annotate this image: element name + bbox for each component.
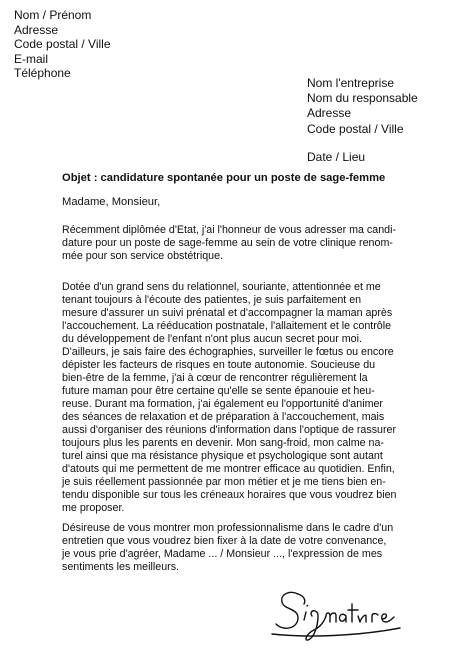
sender-email: E-mail [14,51,49,66]
sender-phone: Téléphone [14,66,71,81]
salutation: Madame, Monsieur, [62,196,161,208]
paragraph-line: mée pour son service obstétrique. [62,250,223,262]
recipient-postal-city: Code postal / Ville [307,121,404,136]
paragraph-line: je suis réellement passionnée par mon métier et je me tiens bien en- [62,476,386,488]
sender-address: Adresse [14,22,59,37]
paragraph-intro [62,224,407,263]
paragraph-line: entretien que vous voudrez bien fixer à la date de votre convenance, [62,535,387,547]
paragraph-line: sentiments les meilleurs. [62,561,180,573]
letter-subject: Objet : candidature spontanée pour un poste de sage-femme [62,172,386,184]
recipient-block [307,76,418,137]
paragraph-line: Récemment diplômée d'Etat, j'ai l'honneur de vous adresser ma candi- [62,224,397,236]
paragraph-line: du développement de l'enfant n'ont plus aucun secret pour moi. [62,333,362,345]
sender-block [14,8,111,81]
paragraph-line: dature pour un poste de sage-femme au sein de votre clinique renom- [62,237,393,249]
paragraph-line: Désireuse de vous montrer mon professionnalisme dans le cadre d'un [62,522,394,534]
paragraph-skills [62,281,407,515]
paragraph-line: des séances de relaxation et de préparation à l'accouchement, mais [62,411,385,423]
paragraph-line: je vous prie d'agréer, Madame ... / Monsieur ..., l'expression de mes [62,548,383,560]
paragraph-line: bien-être de la femme, j'ai à cœur de rencontrer régulièrement la [62,372,368,384]
paragraph-line: aussi d'organiser des réunions d'information dans l'optique de rassurer [62,424,397,436]
recipient-manager: Nom du responsable [307,91,418,106]
paragraph-line: toujours plus les parents en devenir. Mon sang-froid, mon calme na- [62,437,384,449]
paragraph-closing [62,522,407,574]
handwritten-signature [268,586,408,646]
paragraph-line: turel ainsi que ma résistance physique et psychologique sont autant [62,450,383,462]
paragraph-line: reuse. Durant ma formation, j'ai également eu l'opportunité d'animer [62,398,383,410]
sender-name: Nom / Prénom [14,8,92,22]
paragraph-line: me proposer. [62,502,125,514]
date-place: Date / Lieu [307,150,366,164]
paragraph-line: future maman pour être certaine qu'elle se sente épanouie et heu- [62,385,375,397]
paragraph-line: D'ailleurs, je sais faire des échographies, surveiller le fœtus ou encore [62,346,394,358]
paragraph-line: mesure d'assurer un suivi prénatal et d'accompagner la maman après [62,307,393,319]
paragraph-line: tenant toujours à l'écoute des patientes, je suis parfaitement en [62,294,362,306]
paragraph-line: Dotée d'un grand sens du relationnel, souriante, attentionnée et me [62,281,381,293]
paragraph-line: d'atouts qui me permettent de me montrer efficace au quotidien. Enfin, [62,463,395,475]
recipient-address: Adresse [307,106,352,121]
paragraph-line: dépister les facteurs de risques en toute autonomie. Soucieuse du [62,359,376,371]
sender-postal-city: Code postal / Ville [14,37,111,52]
recipient-company: Nom l'entreprise [307,76,394,90]
paragraph-line: l'accouchement. La rééducation postnatale, l'allaitement et le contrôle [62,320,392,332]
paragraph-line: tendu disponible sur tous les créneaux horaires que vous voudrez bien [62,489,397,501]
